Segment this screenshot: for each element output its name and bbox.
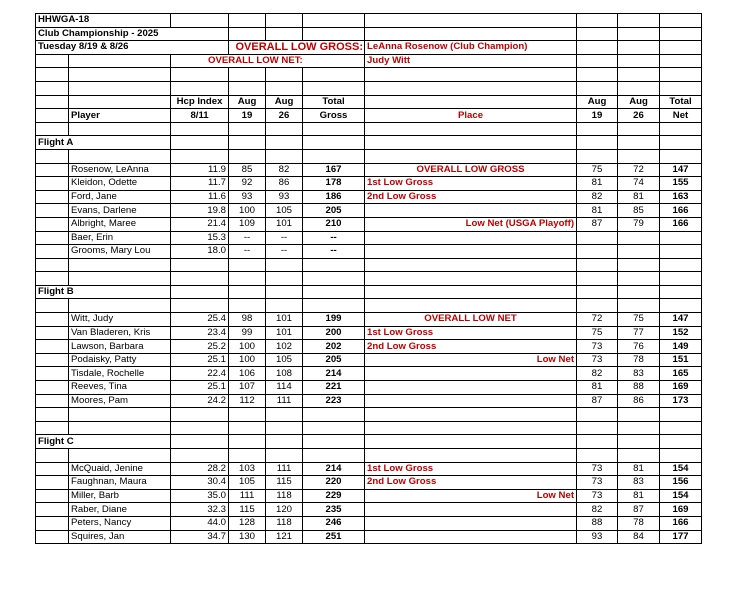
hcp-header: Hcp Index [171, 95, 229, 109]
total-net: 149 [660, 340, 702, 354]
round2-score: 105 [266, 204, 303, 218]
aug-header-r1: Aug [229, 95, 266, 109]
place-result [365, 204, 577, 218]
round1-score: 85 [229, 163, 266, 177]
round2-score: -- [266, 231, 303, 245]
net-round2: 74 [618, 177, 660, 191]
handicap-index: 11.6 [171, 190, 229, 204]
total-gross: 199 [303, 313, 365, 327]
player-header: Player [69, 109, 171, 123]
net-round1: 87 [577, 217, 618, 231]
player-row [36, 516, 702, 530]
total-net [660, 245, 702, 259]
net-round1: 82 [577, 190, 618, 204]
net-round2: 72 [618, 163, 660, 177]
total-gross: 205 [303, 353, 365, 367]
net-round1-day-header: 19 [577, 109, 618, 123]
round1-score: -- [229, 245, 266, 259]
net-round2: 84 [618, 530, 660, 544]
round2-score: 118 [266, 489, 303, 503]
player-name: McQuaid, Jenine [69, 462, 171, 476]
total-net: 156 [660, 476, 702, 490]
total-gross: -- [303, 231, 365, 245]
place-result [365, 503, 577, 517]
flight-heading-row [36, 136, 702, 150]
round2-score: 86 [266, 177, 303, 191]
net-round2: 77 [618, 326, 660, 340]
player-row [36, 489, 702, 503]
blank-row [36, 449, 702, 463]
round1-score: 92 [229, 177, 266, 191]
net-round2: 75 [618, 313, 660, 327]
total-gross: 200 [303, 326, 365, 340]
round1-score: 115 [229, 503, 266, 517]
handicap-index: 30.4 [171, 476, 229, 490]
total-gross: 223 [303, 394, 365, 408]
total-gross: 220 [303, 476, 365, 490]
handicap-index: 22.4 [171, 367, 229, 381]
round2-score: 102 [266, 340, 303, 354]
net-round1: 81 [577, 177, 618, 191]
player-name: Witt, Judy [69, 313, 171, 327]
place-result: 1st Low Gross [365, 326, 577, 340]
handicap-index: 24.2 [171, 394, 229, 408]
total-net: 173 [660, 394, 702, 408]
net-round1: 82 [577, 367, 618, 381]
net-round1: 73 [577, 353, 618, 367]
blank-row [36, 258, 702, 272]
total-gross: 202 [303, 340, 365, 354]
player-row [36, 381, 702, 395]
round1-score: -- [229, 231, 266, 245]
sheet-body [36, 14, 702, 544]
total-gross: 251 [303, 530, 365, 544]
org-name: HHWGA-18 [36, 14, 171, 28]
player-name: Tisdale, Rochelle [69, 367, 171, 381]
player-name: Grooms, Mary Lou [69, 245, 171, 259]
round1-score: 107 [229, 381, 266, 395]
handicap-index: 19.8 [171, 204, 229, 218]
player-name: Albright, Maree [69, 217, 171, 231]
total-gross: 235 [303, 503, 365, 517]
total-net-header: Total [660, 95, 702, 109]
flight-name: Flight C [36, 435, 171, 449]
round2-score: 118 [266, 516, 303, 530]
title-row [36, 14, 702, 28]
total-gross: 229 [303, 489, 365, 503]
handicap-index: 35.0 [171, 489, 229, 503]
overall-low-net-value: Judy Witt [365, 54, 577, 68]
net-round1: 73 [577, 489, 618, 503]
net-round1 [577, 245, 618, 259]
total-gross: 246 [303, 516, 365, 530]
net-round1: 72 [577, 313, 618, 327]
net-round2: 83 [618, 476, 660, 490]
net-round1: 81 [577, 381, 618, 395]
round1-score: 100 [229, 204, 266, 218]
round1-score: 130 [229, 530, 266, 544]
net-round2: 83 [618, 367, 660, 381]
round2-score: 120 [266, 503, 303, 517]
player-name: Van Bladeren, Kris [69, 326, 171, 340]
total-net: 147 [660, 163, 702, 177]
place-result [365, 231, 577, 245]
place-result [365, 530, 577, 544]
blank-row [36, 68, 702, 82]
round2-score: 101 [266, 313, 303, 327]
net-aug-header-r1: Aug [577, 95, 618, 109]
player-row [36, 340, 702, 354]
handicap-index: 23.4 [171, 326, 229, 340]
overall-low-gross-label: OVERALL LOW GROSS: [229, 41, 365, 55]
event-dates: Tuesday 8/19 & 8/26 [36, 41, 229, 55]
player-row [36, 394, 702, 408]
total-gross: 214 [303, 462, 365, 476]
handicap-index: 34.7 [171, 530, 229, 544]
net-round1 [577, 231, 618, 245]
place-result: OVERALL LOW NET [365, 313, 577, 327]
total-net: 166 [660, 217, 702, 231]
flight-heading-row [36, 435, 702, 449]
total-gross: 210 [303, 217, 365, 231]
place-result [365, 516, 577, 530]
net-round1: 88 [577, 516, 618, 530]
handicap-index: 11.7 [171, 177, 229, 191]
round2-score: 105 [266, 353, 303, 367]
player-row [36, 163, 702, 177]
round1-score: 128 [229, 516, 266, 530]
net-round1: 81 [577, 204, 618, 218]
net-header: Net [660, 109, 702, 123]
round2-score: 114 [266, 381, 303, 395]
hcp-date-header: 8/11 [171, 109, 229, 123]
total-net: 155 [660, 177, 702, 191]
player-row [36, 353, 702, 367]
place-result: Low Net [365, 489, 577, 503]
handicap-index: 15.3 [171, 231, 229, 245]
total-gross: 205 [303, 204, 365, 218]
place-header: Place [365, 109, 577, 123]
round1-score: 100 [229, 340, 266, 354]
handicap-index: 25.1 [171, 381, 229, 395]
net-round2: 85 [618, 204, 660, 218]
blank-row [36, 149, 702, 163]
place-result [365, 381, 577, 395]
player-name: Faughnan, Maura [69, 476, 171, 490]
player-row [36, 530, 702, 544]
net-round2 [618, 231, 660, 245]
round2-day-header: 26 [266, 109, 303, 123]
flight-heading-row [36, 285, 702, 299]
column-header-row-1 [36, 95, 702, 109]
net-round1: 87 [577, 394, 618, 408]
player-row [36, 503, 702, 517]
column-header-row-2 [36, 109, 702, 123]
round2-score: 82 [266, 163, 303, 177]
player-name: Squires, Jan [69, 530, 171, 544]
player-row [36, 326, 702, 340]
round1-score: 105 [229, 476, 266, 490]
player-row [36, 231, 702, 245]
total-net: 177 [660, 530, 702, 544]
round1-score: 93 [229, 190, 266, 204]
round1-score: 99 [229, 326, 266, 340]
overall-low-gross-value: LeAnna Rosenow (Club Champion) [365, 41, 577, 55]
round2-score: 115 [266, 476, 303, 490]
total-gross: 178 [303, 177, 365, 191]
total-gross: 221 [303, 381, 365, 395]
handicap-index: 21.4 [171, 217, 229, 231]
round1-score: 112 [229, 394, 266, 408]
net-round2-day-header: 26 [618, 109, 660, 123]
player-name: Rosenow, LeAnna [69, 163, 171, 177]
net-round2: 78 [618, 353, 660, 367]
place-result: Low Net [365, 353, 577, 367]
total-net: 169 [660, 381, 702, 395]
total-net: 154 [660, 462, 702, 476]
total-net: 147 [660, 313, 702, 327]
event-name: Club Championship - 2025 [36, 27, 229, 41]
place-result: Low Net (USGA Playoff) [365, 217, 577, 231]
net-round1: 75 [577, 163, 618, 177]
round2-score: 93 [266, 190, 303, 204]
player-name: Podaisky, Patty [69, 353, 171, 367]
total-gross: 186 [303, 190, 365, 204]
round1-score: 106 [229, 367, 266, 381]
round1-day-header: 19 [229, 109, 266, 123]
player-row [36, 177, 702, 191]
place-result [365, 367, 577, 381]
player-name: Raber, Diane [69, 503, 171, 517]
total-net: 166 [660, 204, 702, 218]
net-round2: 78 [618, 516, 660, 530]
net-round2: 88 [618, 381, 660, 395]
blank-row [36, 81, 702, 95]
net-round2: 81 [618, 190, 660, 204]
place-result: 2nd Low Gross [365, 476, 577, 490]
round2-score: -- [266, 245, 303, 259]
aug-header-r2: Aug [266, 95, 303, 109]
place-result [365, 394, 577, 408]
dates-row [36, 41, 702, 55]
player-row [36, 190, 702, 204]
blank-row [36, 299, 702, 313]
net-round2: 81 [618, 462, 660, 476]
flight-name: Flight A [36, 136, 171, 150]
player-name: Moores, Pam [69, 394, 171, 408]
overall-low-net-label: OVERALL LOW NET: [171, 54, 365, 68]
player-name: Miller, Barb [69, 489, 171, 503]
handicap-index: 18.0 [171, 245, 229, 259]
handicap-index: 25.4 [171, 313, 229, 327]
player-row [36, 245, 702, 259]
round2-score: 121 [266, 530, 303, 544]
place-result: OVERALL LOW GROSS [365, 163, 577, 177]
round2-score: 101 [266, 326, 303, 340]
total-net [660, 231, 702, 245]
player-name: Lawson, Barbara [69, 340, 171, 354]
handicap-index: 44.0 [171, 516, 229, 530]
total-net: 166 [660, 516, 702, 530]
round1-score: 100 [229, 353, 266, 367]
net-round2 [618, 245, 660, 259]
net-round2: 76 [618, 340, 660, 354]
player-row [36, 313, 702, 327]
total-gross-header: Total [303, 95, 365, 109]
net-round1: 93 [577, 530, 618, 544]
net-round2: 87 [618, 503, 660, 517]
player-row [36, 204, 702, 218]
round1-score: 98 [229, 313, 266, 327]
total-gross: -- [303, 245, 365, 259]
net-round1: 73 [577, 462, 618, 476]
player-name: Reeves, Tina [69, 381, 171, 395]
net-round1: 75 [577, 326, 618, 340]
place-result: 2nd Low Gross [365, 340, 577, 354]
player-name: Peters, Nancy [69, 516, 171, 530]
total-gross: 214 [303, 367, 365, 381]
net-aug-header-r2: Aug [618, 95, 660, 109]
blank-row [36, 122, 702, 136]
round2-score: 101 [266, 217, 303, 231]
round1-score: 111 [229, 489, 266, 503]
gross-header: Gross [303, 109, 365, 123]
place-result [365, 245, 577, 259]
net-round1: 73 [577, 340, 618, 354]
round1-score: 109 [229, 217, 266, 231]
blank-row [36, 408, 702, 422]
round2-score: 111 [266, 462, 303, 476]
net-round1: 82 [577, 503, 618, 517]
handicap-index: 25.2 [171, 340, 229, 354]
blank-row [36, 272, 702, 286]
total-net: 169 [660, 503, 702, 517]
results-spreadsheet [35, 13, 702, 544]
handicap-index: 25.1 [171, 353, 229, 367]
net-round1: 73 [577, 476, 618, 490]
player-row [36, 217, 702, 231]
flight-name: Flight B [36, 285, 171, 299]
event-row [36, 27, 702, 41]
place-result: 1st Low Gross [365, 177, 577, 191]
handicap-index: 11.9 [171, 163, 229, 177]
player-name: Kleidon, Odette [69, 177, 171, 191]
round2-score: 108 [266, 367, 303, 381]
total-net: 154 [660, 489, 702, 503]
low-net-row [36, 54, 702, 68]
total-net: 165 [660, 367, 702, 381]
blank-row [36, 421, 702, 435]
handicap-index: 28.2 [171, 462, 229, 476]
round1-score: 103 [229, 462, 266, 476]
player-name: Baer, Erin [69, 231, 171, 245]
total-net: 163 [660, 190, 702, 204]
total-gross: 167 [303, 163, 365, 177]
handicap-index: 32.3 [171, 503, 229, 517]
net-round2: 79 [618, 217, 660, 231]
player-row [36, 367, 702, 381]
total-net: 152 [660, 326, 702, 340]
net-round2: 86 [618, 394, 660, 408]
net-round2: 81 [618, 489, 660, 503]
player-name: Ford, Jane [69, 190, 171, 204]
place-result: 1st Low Gross [365, 462, 577, 476]
player-name: Evans, Darlene [69, 204, 171, 218]
player-row [36, 462, 702, 476]
round2-score: 111 [266, 394, 303, 408]
place-result: 2nd Low Gross [365, 190, 577, 204]
total-net: 151 [660, 353, 702, 367]
player-row [36, 476, 702, 490]
